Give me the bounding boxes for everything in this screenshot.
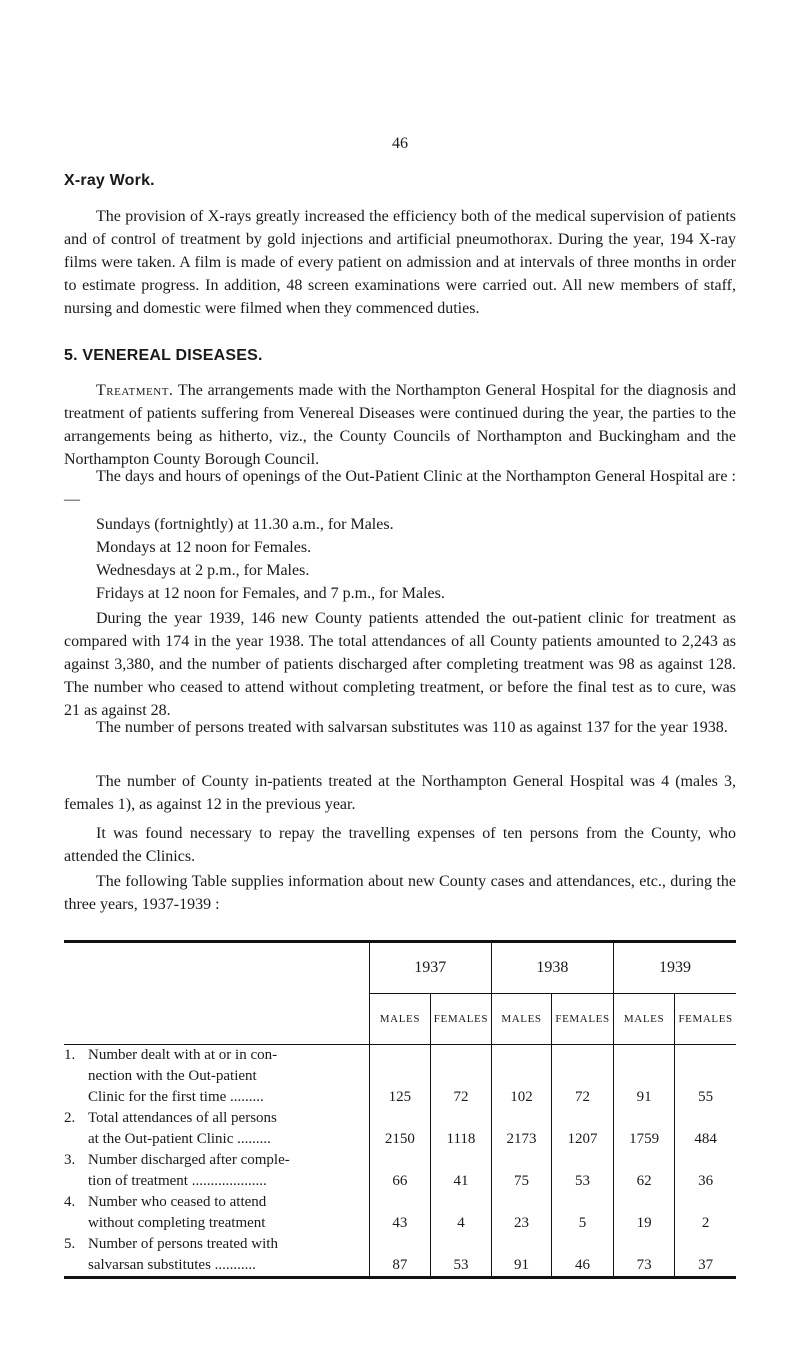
males-header: MALES (491, 994, 551, 1045)
inpatients-paragraph: The number of County in-patients treated at the Northampton General Hospital was 4 (males 3, females 1), as against 12 in the previous year. (64, 773, 736, 813)
row-label-line: Total attendances of all persons (88, 1110, 277, 1126)
vd-heading: 5. VENEREAL DISEASES. (64, 347, 263, 364)
table-row (64, 1234, 736, 1278)
travel-paragraph: It was found necessary to repay the travelling expenses of ten persons from the County, who attended the Clinics. (64, 825, 736, 865)
males-header: MALES (613, 994, 674, 1045)
table-cell: 2 (675, 1192, 736, 1234)
table-cell: 75 (491, 1150, 551, 1192)
row-label-line: Number dealt with at or in con- (88, 1047, 278, 1063)
row-label (64, 1192, 369, 1234)
row-label-line: without completing treatment (88, 1215, 266, 1231)
treatment-paragraph (64, 379, 736, 471)
table-cell: 73 (613, 1234, 674, 1278)
table-row (64, 1150, 736, 1192)
row-label-line: Clinic for the first time ......... (88, 1089, 264, 1105)
clinic-hours-item: Mondays at 12 noon for Females. (96, 539, 312, 556)
table-cell: 1118 (431, 1108, 492, 1150)
table-cell: 125 (369, 1045, 430, 1109)
salvarsan-paragraph: The number of persons treated with salvarsan substitutes was 110 as against 137 for the year 1938. (96, 719, 728, 736)
table-cell: 43 (369, 1192, 430, 1234)
males-header: MALES (369, 994, 430, 1045)
table-cell: 55 (675, 1045, 736, 1109)
row-label-line: nection with the Out-patient (88, 1068, 257, 1084)
table-cell: 102 (491, 1045, 551, 1109)
page-number: 46 (392, 135, 408, 152)
table-cell: 5 (552, 1192, 614, 1234)
table-cell: 62 (613, 1150, 674, 1192)
row-label (64, 1234, 369, 1278)
table-cell: 4 (431, 1192, 492, 1234)
clinic-hours-item: Sundays (fortnightly) at 11.30 a.m., for Males. (96, 516, 394, 533)
row-label-line: at the Out-patient Clinic ......... (88, 1131, 271, 1147)
row-label-line: salvarsan substitutes ........... (88, 1257, 256, 1273)
attendance-paragraph: During the year 1939, 146 new County patients attended the out-patient clinic for treatment as compared with 174 in the year 1938. The total attendances of all County patients amounted to 2,243 as against 3,380, and the number of patients discharged after completing treatment was 98 as against 128. The number who ceased to attend without completing treatment, or before the final test as to cure, was 21 as against 28. (64, 610, 736, 719)
table-cell: 46 (552, 1234, 614, 1278)
xray-heading: X-ray Work. (64, 172, 155, 189)
row-number: 1. (64, 1047, 76, 1063)
year-header-row (64, 942, 736, 994)
females-header: FEMALES (552, 994, 614, 1045)
table-cell: 36 (675, 1150, 736, 1192)
row-label-line: Number who ceased to attend (88, 1194, 267, 1210)
row-label-line: Number of persons treated with (88, 1236, 278, 1252)
year-header: 1938 (491, 942, 613, 994)
table-cell: 19 (613, 1192, 674, 1234)
clinic-hours-item: Wednesdays at 2 p.m., for Males. (96, 562, 310, 579)
treatment-label: Treatment. (96, 382, 174, 399)
table-cell: 41 (431, 1150, 492, 1192)
year-header: 1939 (613, 942, 736, 994)
table-cell: 66 (369, 1150, 430, 1192)
year-header: 1937 (369, 942, 491, 994)
clinic-hours-list (96, 513, 445, 605)
females-header: FEMALES (675, 994, 736, 1045)
row-label (64, 1045, 369, 1109)
empty-header-cell (64, 942, 369, 994)
table-cell: 53 (552, 1150, 614, 1192)
table-cell: 87 (369, 1234, 430, 1278)
empty-header-cell (64, 994, 369, 1045)
table-cell: 1759 (613, 1108, 674, 1150)
table-cell: 2173 (491, 1108, 551, 1150)
hours-intro: The days and hours of openings of the Out-Patient Clinic at the Northampton General Hospital are :— (64, 468, 736, 508)
row-number: 2. (64, 1110, 76, 1126)
table-cell: 1207 (552, 1108, 614, 1150)
table-row (64, 1108, 736, 1150)
xray-paragraph: The provision of X-rays greatly increased the efficiency both of the medical supervision of patients and of control of treatment by gold injections and artificial pneumothorax. During the year, 194 X-ray films were taken. A film is made of every patient on admission and at intervals of three months in order to estimate progress. In addition, 48 screen examinations were carried out. All new members of staff, nursing and domestic were filmed when they commenced duties. (64, 208, 736, 317)
treatment-text: The arrangements made with the Northampton General Hospital for the diagnosis and treatment of patients suffering from Venereal Diseases were continued during the year, the parties to the arrangements being as hitherto, viz., the County Councils of Northampton and Buckingham and the Northampton County Borough Council. (64, 382, 736, 468)
females-header: FEMALES (431, 994, 492, 1045)
table-cell: 72 (431, 1045, 492, 1109)
sex-header-row (64, 994, 736, 1045)
row-number: 5. (64, 1236, 76, 1252)
row-number: 3. (64, 1152, 76, 1168)
row-label (64, 1150, 369, 1192)
table-cell: 72 (552, 1045, 614, 1109)
table-cell: 91 (491, 1234, 551, 1278)
clinic-hours-item: Fridays at 12 noon for Females, and 7 p.m., for Males. (96, 585, 445, 602)
table-cell: 37 (675, 1234, 736, 1278)
vd-statistics-table (64, 940, 736, 1279)
row-number: 4. (64, 1194, 76, 1210)
table-intro-paragraph: The following Table supplies information about new County cases and attendances, etc., during the three years, 1937-1939 : (64, 873, 736, 913)
row-label (64, 1108, 369, 1150)
table-row (64, 1192, 736, 1234)
row-label-line: tion of treatment .................... (88, 1173, 267, 1189)
table-cell: 53 (431, 1234, 492, 1278)
table-cell: 23 (491, 1192, 551, 1234)
row-label-line: Number discharged after comple- (88, 1152, 290, 1168)
table-cell: 2150 (369, 1108, 430, 1150)
table-cell: 484 (675, 1108, 736, 1150)
table-cell: 91 (613, 1045, 674, 1109)
table-row (64, 1045, 736, 1109)
